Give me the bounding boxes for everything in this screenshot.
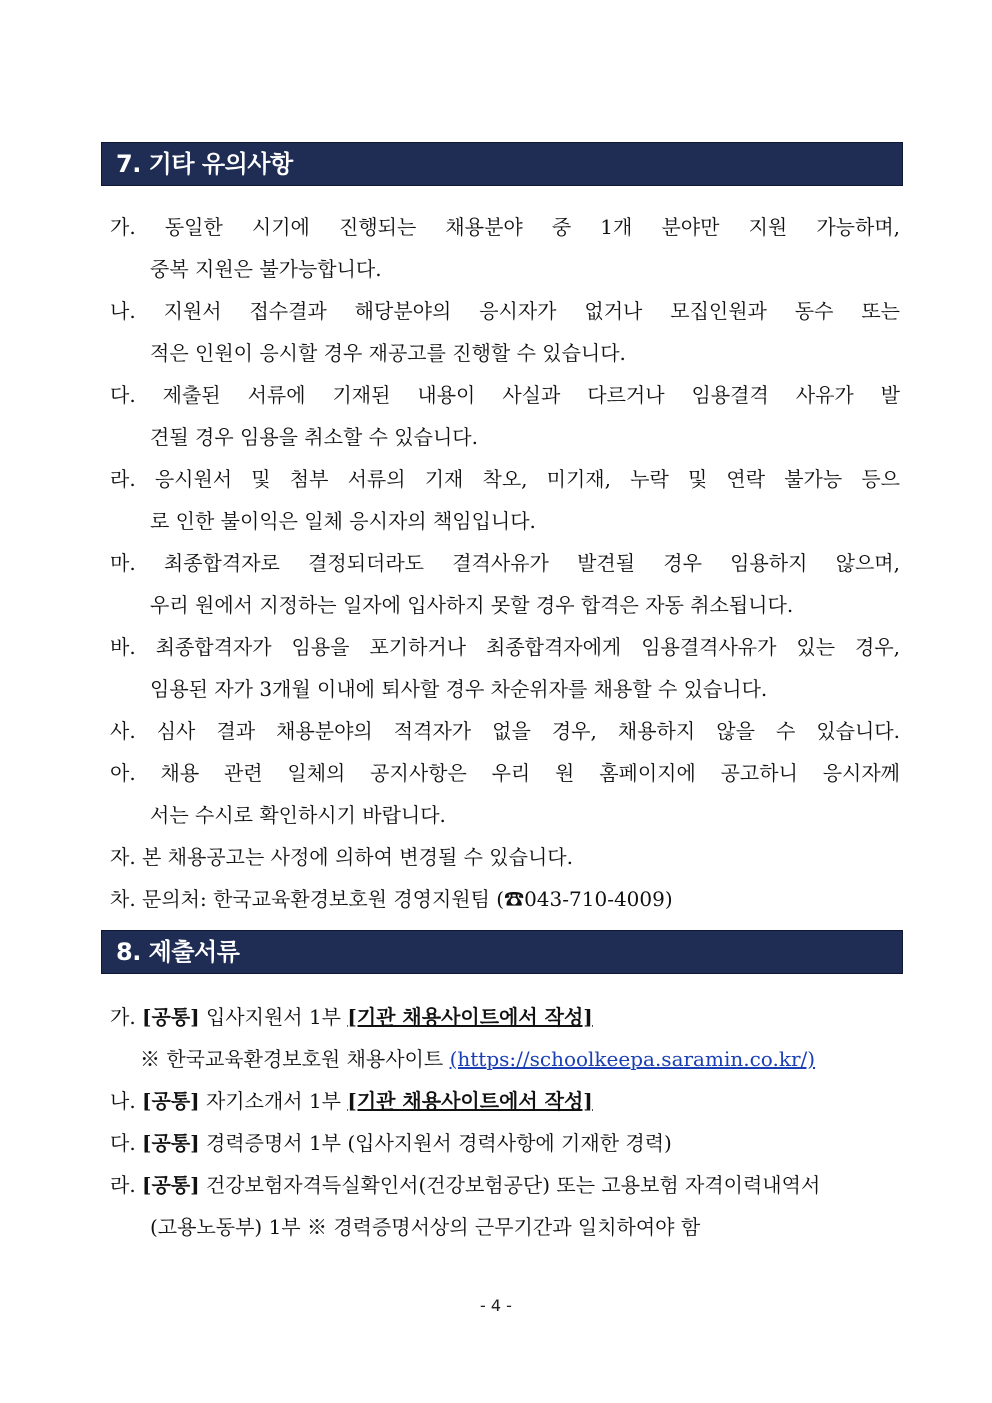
item-text: 자. 본 채용공고는 사정에 의하여 변경될 수 있습니다. bbox=[110, 845, 573, 869]
item-prefix: 다. bbox=[110, 1131, 136, 1155]
sub-note: ※ 한국교육환경보호원 채용사이트 bbox=[140, 1047, 444, 1071]
section-8-header bbox=[101, 930, 903, 974]
item-body: 건강보험자격득실확인서(건강보험공단) 또는 고용보험 자격이력내역서 bbox=[205, 1173, 821, 1197]
recruit-site-link[interactable]: (https://schoolkeepa.saramin.co.kr/) bbox=[449, 1047, 816, 1071]
list-item bbox=[110, 710, 900, 752]
item-text bbox=[110, 1164, 900, 1206]
item-text-cont: 로 인한 불이익은 일체 응시자의 책임입니다. bbox=[150, 509, 536, 533]
item-body: 입사지원서 1부 bbox=[205, 1005, 341, 1029]
item-text: 아. 채용 관련 일체의 공지사항은 우리 원 홈페이지에 공고하니 응시자께 bbox=[110, 761, 900, 785]
item-text: 다. 제출된 서류에 기재된 내용이 사실과 다르거나 임용결격 사유가 발 bbox=[110, 383, 900, 407]
item-text-cont: 임용된 자가 3개월 이내에 퇴사할 경우 차순위자를 채용할 수 있습니다. bbox=[150, 677, 768, 701]
item-text-cont: 견될 경우 임용을 취소할 수 있습니다. bbox=[150, 425, 478, 449]
item-body: 경력증명서 1부 (입사지원서 경력사항에 기재한 경력) bbox=[205, 1131, 672, 1155]
list-item bbox=[110, 1122, 900, 1164]
item-text-cont: 적은 인원이 응시할 경우 재공고를 진행할 수 있습니다. bbox=[150, 341, 626, 365]
item-text bbox=[110, 1080, 900, 1122]
list-item bbox=[110, 374, 900, 458]
list-item bbox=[110, 878, 900, 920]
item-text-cont: (고용노동부) 1부 ※ 경력증명서상의 근무기간과 일치하여야 함 bbox=[150, 1215, 701, 1239]
list-item bbox=[110, 1038, 900, 1080]
list-item bbox=[110, 206, 900, 290]
item-text-cont: 중복 지원은 불가능합니다. bbox=[150, 257, 382, 281]
item-tag: [공통] bbox=[142, 1173, 200, 1197]
item-text: 라. 응시원서 및 첨부 서류의 기재 착오, 미기재, 누락 및 연락 불가능 등으 bbox=[110, 467, 900, 491]
list-item bbox=[110, 752, 900, 836]
item-tag: [공통] bbox=[142, 1005, 200, 1029]
item-text: 마. 최종합격자로 결정되더라도 결격사유가 발견될 경우 임용하지 않으며, bbox=[110, 551, 900, 575]
list-item bbox=[110, 458, 900, 542]
section-7-header bbox=[101, 142, 903, 186]
item-tag: [공통] bbox=[142, 1089, 200, 1113]
list-item bbox=[110, 996, 900, 1038]
item-text: 바. 최종합격자가 임용을 포기하거나 최종합격자에게 임용결격사유가 있는 경우, bbox=[110, 635, 900, 659]
item-text bbox=[110, 1038, 900, 1080]
list-item bbox=[110, 836, 900, 878]
section-8-title: 8. 제출서류 bbox=[116, 938, 240, 966]
item-text bbox=[110, 996, 900, 1038]
item-prefix: 나. bbox=[110, 1089, 136, 1113]
item-note: [기관 채용사이트에서 작성] bbox=[347, 1089, 593, 1113]
list-item bbox=[110, 1164, 900, 1248]
item-text: 나. 지원서 접수결과 해당분야의 응시자가 없거나 모집인원과 동수 또는 bbox=[110, 299, 900, 323]
list-item bbox=[110, 1080, 900, 1122]
item-prefix: 가. bbox=[110, 1005, 136, 1029]
section-7-title: 7. 기타 유의사항 bbox=[116, 150, 293, 178]
item-text: 사. 심사 결과 채용분야의 적격자가 없을 경우, 채용하지 않을 수 있습니다. bbox=[110, 719, 900, 743]
item-text: 가. 동일한 시기에 진행되는 채용분야 중 1개 분야만 지원 가능하며, bbox=[110, 215, 900, 239]
page-number: - 4 - bbox=[480, 1296, 512, 1315]
item-body: 자기소개서 1부 bbox=[205, 1089, 341, 1113]
contact-text: 차. 문의처: 한국교육환경보호원 경영지원팀 (☎043-710-4009) bbox=[110, 887, 673, 911]
item-tag: [공통] bbox=[142, 1131, 200, 1155]
item-text bbox=[110, 1122, 900, 1164]
list-item bbox=[110, 626, 900, 710]
list-item bbox=[110, 290, 900, 374]
item-text-cont: 우리 원에서 지정하는 일자에 입사하지 못할 경우 합격은 자동 취소됩니다. bbox=[150, 593, 794, 617]
item-note: [기관 채용사이트에서 작성] bbox=[347, 1005, 593, 1029]
item-text-cont: 서는 수시로 확인하시기 바랍니다. bbox=[150, 803, 446, 827]
item-prefix: 라. bbox=[110, 1173, 136, 1197]
list-item bbox=[110, 542, 900, 626]
